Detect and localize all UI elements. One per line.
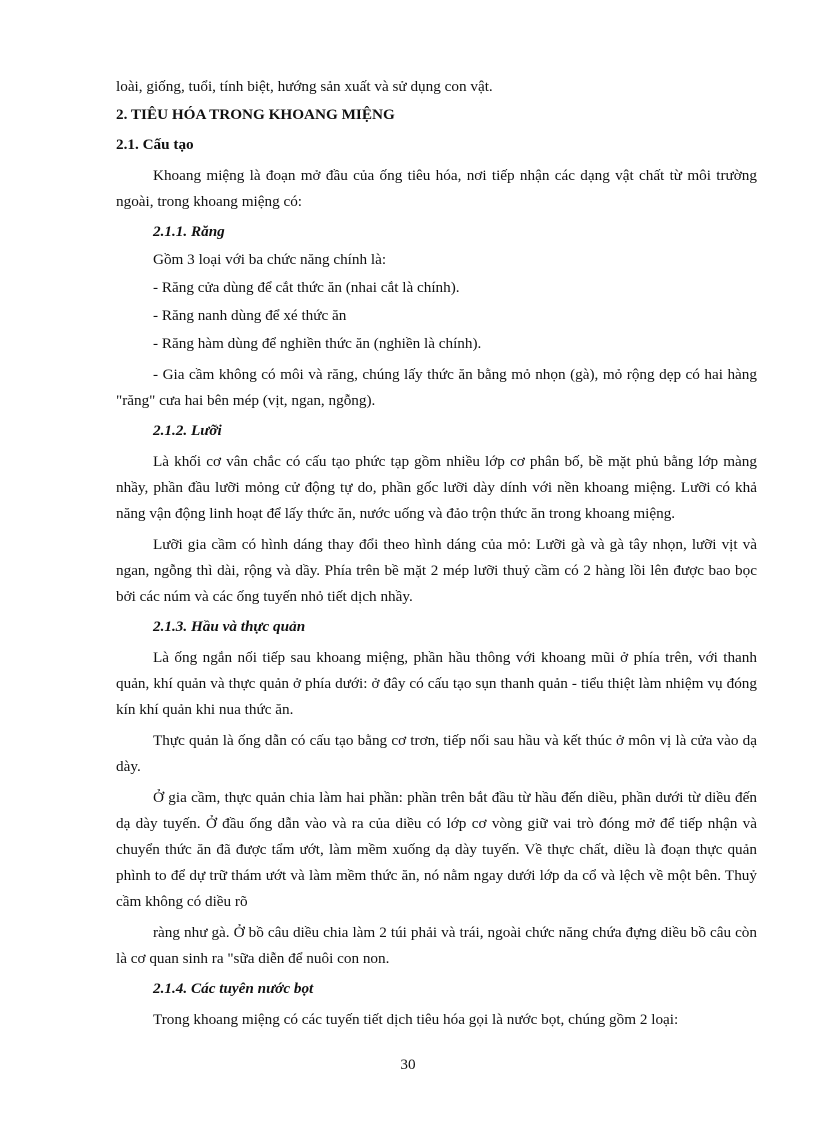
continuation-line: loài, giống, tuổi, tính biệt, hướng sản xuất và sử dụng con vật. — [116, 78, 493, 95]
section-title: 2. TIÊU HÓA TRONG KHOANG MIỆNG — [116, 106, 395, 123]
poultry-note: - Gia cầm không có môi và răng, chúng lấy thức ăn bằng mỏ nhọn (gà), mỏ rộng dẹp có hai hàng "răng" cưa hai bên mép (vịt, ngan, ngỗng). — [116, 366, 757, 409]
subsection-title: 2.1. Cấu tạo — [116, 136, 194, 153]
body-paragraph: Ở gia cầm, thực quản chia làm hai phần: phần trên bắt đầu từ hầu đến diều, phần dưới từ diều đến dạ dày tuyến. Ở đầu ống dẫn vào và ra của diều có lớp cơ vòng giữ vai trò đóng mở để tiếp nhận và chuyển thức ăn đã được tẩm ướt, làm mềm xuống dạ dày tuyến. Về thực chất, diều là đoạn thực quản phình to để dự trữ thám ướt và làm mềm thức ăn, nó nằm ngay dưới lớp da cổ và lệch về một bên. Thuỷ cầm không có diều rõ — [116, 789, 757, 910]
body-paragraph: Là ống ngắn nối tiếp sau khoang miệng, phần hầu thông với khoang mũi ở phía trên, với thanh quản, khí quản và thực quản ở phía dưới: ở đây có cấu tạo sụn thanh quản - tiểu thiệt làm nhiệm vụ đóng kín khí quản khi nua thức ăn. — [116, 649, 757, 718]
list-item: - Răng nanh dùng để xé thức ăn — [153, 307, 347, 324]
body-paragraph: Là khối cơ vân chắc có cấu tạo phức tạp gồm nhiều lớp cơ phân bố, bề mặt phủ bằng lớp màng nhầy, phần đầu lưỡi mỏng cử động tự do, phần gốc lưỡi dày dính với nền khoang miệng. Lưỡi có khả năng vận động linh hoạt để lấy thức ăn, nước uống và đảo trộn thức ăn trong khoang miệng. — [116, 453, 757, 522]
tongue-heading: 2.1.2. Lưỡi — [153, 422, 222, 439]
list-item: - Răng hàm dùng để nghiền thức ăn (nghiền là chính). — [153, 335, 482, 352]
body-paragraph: Lưỡi gia cầm có hình dáng thay đổi theo hình dáng của mỏ: Lưỡi gà và gà tây nhọn, lưỡi vịt và ngan, ngỗng thì dài, rộng và dầy. Phía trên bề mặt 2 mép lưỡi thuỷ cầm có 2 hàng lồi lên được bao bọc bởi các núm và các ống tuyến nhỏ tiết dịch nhầy. — [116, 536, 757, 605]
page-number: 30 — [400, 1056, 416, 1073]
page-content — [116, 74, 757, 1033]
teeth-lead: Gồm 3 loại với ba chức năng chính là: — [153, 251, 387, 268]
body-paragraph: ràng như gà. Ở bồ câu diều chia làm 2 túi phải và trái, ngoài chức năng chứa đựng diều bồ câu còn là cơ quan sinh ra "sữa diễn để nuôi con non. — [116, 924, 757, 967]
body-paragraph: Thực quản là ống dẫn có cấu tạo bằng cơ trơn, tiếp nối sau hầu và kết thúc ở môn vị là cửa vào dạ dày. — [116, 732, 757, 775]
intro-paragraph: Khoang miệng là đoạn mở đầu của ống tiêu hóa, nơi tiếp nhận các dạng vật chất từ môi trường ngoài, trong khoang miệng có: — [116, 167, 757, 210]
pharynx-heading: 2.1.3. Hầu và thực quản — [153, 618, 306, 635]
list-item: - Răng cửa dùng để cắt thức ăn (nhai cắt là chính). — [153, 279, 460, 296]
salivary-heading: 2.1.4. Các tuyên nước bọt — [153, 980, 314, 997]
body-paragraph: Trong khoang miệng có các tuyến tiết dịch tiêu hóa gọi là nước bọt, chúng gồm 2 loại: — [153, 1011, 679, 1028]
teeth-heading: 2.1.1. Răng — [153, 223, 225, 240]
